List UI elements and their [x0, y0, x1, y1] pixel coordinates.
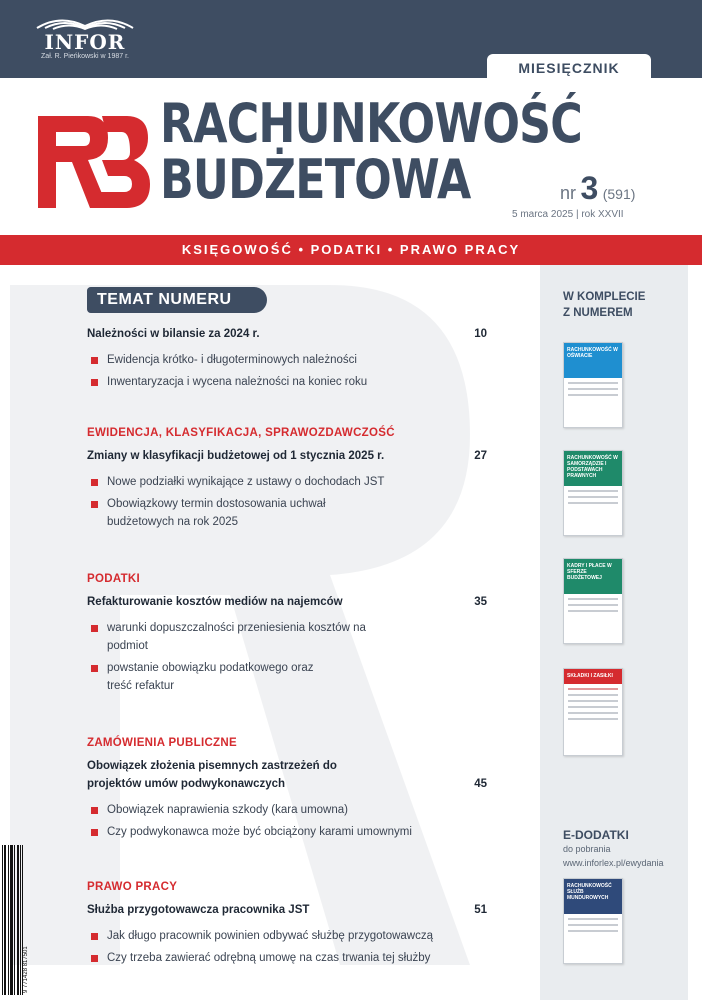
e-supplements: [563, 828, 664, 870]
e-supplements-sub: do pobrania: [563, 844, 611, 854]
bullet-item: Ewidencja krótko- i długoterminowych należności: [87, 351, 487, 369]
section-category: PRAWO PRACY: [87, 881, 178, 893]
separator: |: [575, 209, 582, 220]
toc-section-featured[interactable]: [87, 325, 487, 395]
publisher-tagline: Zał. R. Pieńkowski w 1987 r.: [41, 53, 129, 60]
divider: [568, 694, 618, 696]
section-category: ZAMÓWIENIA PUBLICZNE: [87, 737, 237, 749]
issue-number: [560, 170, 635, 207]
divider: [568, 610, 618, 612]
featured-label: TEMAT NUMERU: [87, 287, 267, 313]
divider: [568, 496, 618, 498]
issue-date: 5 marca 2025: [512, 209, 574, 220]
publisher-logo[interactable]: [30, 14, 140, 76]
divider: [568, 930, 618, 932]
barcode-number: 9 771428 817501: [23, 946, 29, 993]
bullet-item: Nowe podziałki wynikające z ustawy o dochodach JST: [87, 473, 487, 491]
article-headline-row[interactable]: [87, 325, 487, 343]
page-number: 27: [474, 450, 487, 462]
issue-volume: rok XXVII: [581, 209, 624, 220]
title-line-1: RACHUNKOWOŚĆ: [160, 92, 582, 155]
divider: [568, 388, 618, 390]
page-number: 45: [474, 778, 487, 790]
article-headline[interactable]: Należności w bilansie za 2024 r.: [87, 328, 260, 340]
topics-bar: KSIĘGOWOŚĆ • PODATKI • PRAWO PRACY: [0, 235, 702, 265]
barcode: [0, 845, 30, 995]
divider: [568, 604, 618, 606]
issue-total: (591): [602, 186, 636, 202]
e-supplement-thumbnail[interactable]: [563, 878, 623, 964]
bullet-item: Jak długo pracownik powinien odbywać służbę przygotowawczą: [87, 927, 487, 945]
page-number: 51: [474, 904, 487, 916]
divider: [568, 718, 618, 720]
supplement-title: KADRY I PŁACE W SFERZE BUDŻETOWEJ: [564, 559, 622, 594]
section-category: EWIDENCJA, KLASYFIKACJA, SPRAWOZDAWCZOŚĆ: [87, 427, 395, 439]
bullet-item: Obowiązek naprawienia szkody (kara umowna): [87, 801, 487, 819]
divider: [568, 706, 618, 708]
supplement-thumbnail[interactable]: [563, 558, 623, 644]
table-of-contents: [0, 265, 540, 1000]
supplement-thumbnail[interactable]: [563, 342, 623, 428]
divider: [568, 712, 618, 714]
section-category: PODATKI: [87, 573, 140, 585]
article-headline[interactable]: Obowiązek złożenia pisemnych zastrzeżeń do projektów umów podwykonawczych: [87, 760, 337, 790]
bullet-item: Inwentaryzacja i wycena należności na koniec roku: [87, 373, 487, 391]
bullet-item: Obowiązkowy termin dostosowania uchwał budżetowych na rok 2025: [87, 495, 347, 531]
article-headline-row[interactable]: [87, 447, 487, 465]
supplement-thumbnail[interactable]: [563, 668, 623, 756]
divider: [568, 598, 618, 600]
rb-logo-icon: [30, 98, 154, 222]
supplement-title: SKŁADKI I ZASIŁKI: [564, 669, 622, 684]
toc-section-zamowienia[interactable]: [87, 737, 487, 845]
issue-prefix: nr: [560, 183, 577, 203]
divider: [568, 700, 618, 702]
book-icon: [35, 14, 135, 30]
divider: [568, 490, 618, 492]
frequency-label: MIESIĘCZNIK: [487, 54, 651, 82]
divider: [568, 688, 618, 690]
divider: [568, 924, 618, 926]
publisher-name: INFOR: [44, 30, 126, 54]
issue-num: 3: [580, 170, 599, 206]
page-number: 10: [474, 328, 487, 340]
bundle-title: W KOMPLECIE Z NUMEREM: [563, 291, 646, 319]
supplement-title: RACHUNKOWOŚĆ W SAMORZĄDZIE I PODSTAWACH PRAWNYCH: [564, 451, 622, 486]
article-headline[interactable]: Refakturowanie kosztów mediów na najemców: [87, 596, 343, 608]
bullet-item: powstanie obowiązku podatkowego oraz treść refaktur: [87, 659, 327, 695]
bullet-item: warunki dopuszczalności przeniesienia kosztów na podmiot: [87, 619, 387, 655]
divider: [568, 502, 618, 504]
article-headline-row[interactable]: [87, 593, 487, 611]
toc-section-ewidencja[interactable]: [87, 427, 487, 535]
e-supplements-link[interactable]: www.inforlex.pl/ewydania: [563, 858, 664, 868]
toc-section-prawo-pracy[interactable]: [87, 881, 487, 971]
bullet-item: Czy podwykonawca może być obciążony karami umownymi: [87, 823, 487, 841]
page-number: 35: [474, 596, 487, 608]
toc-section-podatki[interactable]: [87, 573, 487, 699]
e-supplement-title: RACHUNKOWOŚĆ SŁUŻB MUNDUROWYCH: [564, 879, 622, 914]
issue-date-line: [512, 209, 624, 220]
divider: [568, 918, 618, 920]
bullet-item: Czy trzeba zawierać odrębną umowę na czas trwania tej służby: [87, 949, 487, 967]
divider: [568, 394, 618, 396]
title-line-2: BUDŻETOWA: [160, 148, 471, 211]
article-headline-row[interactable]: [87, 757, 487, 793]
e-supplements-title: E-DODATKI: [563, 828, 629, 842]
supplement-title: RACHUNKOWOŚĆ W OŚWIACIE: [564, 343, 622, 378]
article-headline-row[interactable]: [87, 901, 487, 919]
supplement-thumbnail[interactable]: [563, 450, 623, 536]
divider: [568, 382, 618, 384]
article-headline[interactable]: Służba przygotowawcza pracownika JST: [87, 904, 310, 916]
article-headline[interactable]: Zmiany w klasyfikacji budżetowej od 1 stycznia 2025 r.: [87, 450, 385, 462]
